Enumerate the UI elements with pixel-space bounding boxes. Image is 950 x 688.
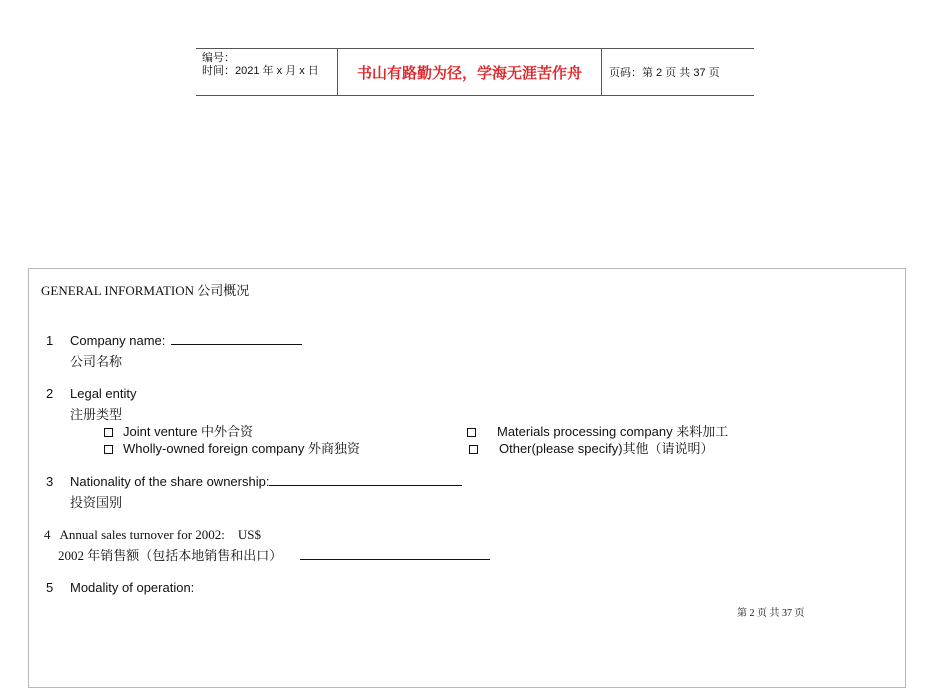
q5-number: 5 (46, 580, 54, 595)
sales-turnover-field[interactable] (300, 559, 490, 560)
footer-page-number: 第 2 页 共 37 页 (737, 608, 805, 619)
checkbox-materials-processing[interactable] (467, 428, 476, 437)
form-title: GENERAL INFORMATION 公司概况 (41, 283, 250, 298)
q4-label-cn: 2002 年销售额（包括本地销售和出口） (58, 548, 283, 563)
q2-label-cn: 注册类型 (70, 407, 123, 422)
company-name-field[interactable] (171, 344, 302, 345)
q3-nationality-row (70, 474, 462, 489)
document-header (196, 48, 754, 96)
q1-label-cn: 公司名称 (70, 354, 123, 369)
option-materials-processing-label: Materials processing company 来料加工 (497, 424, 729, 439)
checkbox-joint-venture[interactable] (104, 428, 113, 437)
option-joint-venture-label: Joint venture 中外合资 (123, 424, 254, 439)
q2-number: 2 (46, 386, 54, 401)
header-number-label: 编号： (202, 52, 235, 64)
q1-company-name-row (70, 333, 302, 348)
header-meta-cell (196, 49, 338, 95)
option-other[interactable] (469, 438, 714, 457)
q1-number: 1 (46, 333, 54, 348)
q4-row (44, 527, 261, 543)
option-wholly-owned-label: Wholly-owned foreign company 外商独资 (123, 441, 360, 456)
q4-currency: US$ (237, 527, 262, 542)
q5-label-en: Modality of operation: (70, 580, 195, 595)
header-motto: 书山有路勤为径，学海无涯苦作舟 (338, 49, 602, 95)
q4-number: 4 (44, 527, 51, 542)
header-page-label: 页码：第 2 页 共 37 页 (609, 67, 720, 79)
general-information-form (28, 268, 906, 688)
q3-number: 3 (46, 474, 54, 489)
q4-label-en: Annual sales turnover for 2002: (59, 527, 225, 542)
q4-cn-row (58, 545, 490, 564)
option-wholly-owned[interactable] (104, 438, 360, 457)
q1-label-en: Company name: (70, 333, 166, 348)
checkbox-other[interactable] (469, 445, 478, 454)
option-other-label: Other(please specify)其他（请说明） (499, 441, 714, 456)
nationality-field[interactable] (269, 485, 462, 486)
q2-label-en: Legal entity (70, 386, 137, 401)
q3-label-en: Nationality of the share ownership: (70, 474, 270, 489)
checkbox-wholly-owned[interactable] (104, 445, 113, 454)
header-time-label: 时间：2021 年 x 月 x 日 (202, 65, 319, 77)
q3-label-cn: 投资国别 (70, 495, 123, 510)
